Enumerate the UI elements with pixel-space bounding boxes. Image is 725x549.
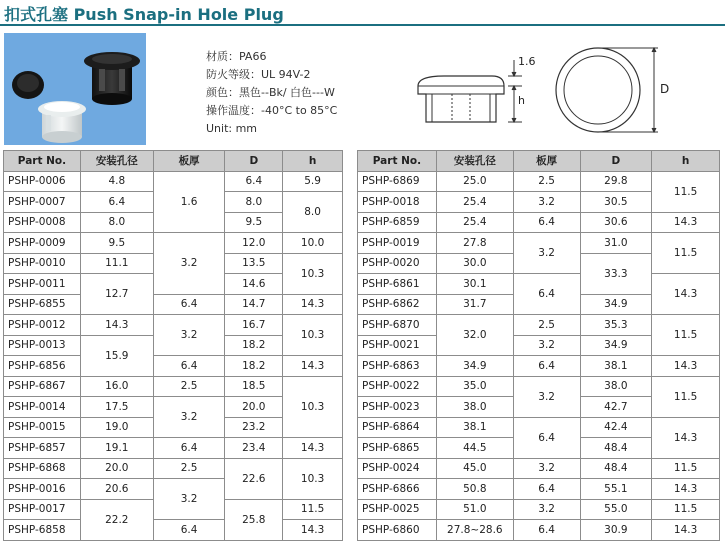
- hole-dia: 44.5: [436, 438, 513, 459]
- part-no: PSHP-0010: [4, 253, 81, 274]
- hole-dia: 34.9: [436, 356, 513, 377]
- part-no: PSHP-6856: [4, 356, 81, 377]
- panel-thickness: 3.2: [513, 499, 580, 520]
- d-value: 20.0: [225, 397, 283, 418]
- table-header-row: [4, 151, 343, 172]
- header-panel-thickness: 板厚: [153, 151, 225, 172]
- hole-dia: 19.0: [80, 417, 153, 438]
- hole-dia: 30.0: [436, 253, 513, 274]
- d-value: 18.2: [225, 356, 283, 377]
- part-no: PSHP-0019: [358, 233, 437, 254]
- part-no: PSHP-6868: [4, 458, 81, 479]
- d-value: 9.5: [225, 212, 283, 233]
- table-row: [4, 294, 343, 315]
- part-no: PSHP-0015: [4, 417, 81, 438]
- part-no: PSHP-6869: [358, 171, 437, 192]
- h-value: 11.5: [652, 315, 720, 356]
- hole-dia: 4.8: [80, 171, 153, 192]
- panel-thickness: 2.5: [513, 171, 580, 192]
- table-header-row: [358, 151, 720, 172]
- hole-dia: 8.0: [80, 212, 153, 233]
- part-no: PSHP-0006: [4, 171, 81, 192]
- dimension-label-d: D: [660, 82, 670, 96]
- hole-dia: 6.4: [80, 192, 153, 213]
- h-value: 14.3: [652, 356, 720, 377]
- table-row: [358, 417, 720, 438]
- part-no: PSHP-6858: [4, 520, 81, 541]
- part-no: PSHP-0014: [4, 397, 81, 418]
- h-value: 11.5: [652, 499, 720, 520]
- panel-thickness: 3.2: [513, 376, 580, 417]
- header-h: h: [652, 151, 720, 172]
- hole-dia: 16.0: [80, 376, 153, 397]
- hole-dia: 11.1: [80, 253, 153, 274]
- h-value: 11.5: [283, 499, 343, 520]
- h-value: 5.9: [283, 171, 343, 192]
- part-no: PSHP-6863: [358, 356, 437, 377]
- hole-dia: 51.0: [436, 499, 513, 520]
- panel-thickness: 2.5: [513, 315, 580, 336]
- h-value: 11.5: [652, 376, 720, 417]
- title-underline: [0, 24, 725, 26]
- table-row: [358, 479, 720, 500]
- part-no: PSHP-6865: [358, 438, 437, 459]
- header-part-no: Part No.: [4, 151, 81, 172]
- h-value: 14.3: [283, 356, 343, 377]
- h-value: 10.0: [283, 233, 343, 254]
- panel-thickness: 3.2: [153, 479, 225, 520]
- part-no: PSHP-0011: [4, 274, 81, 295]
- hole-dia: 14.3: [80, 315, 153, 336]
- part-no: PSHP-6864: [358, 417, 437, 438]
- d-value: 16.7: [225, 315, 283, 336]
- d-value: 12.0: [225, 233, 283, 254]
- hole-dia: 27.8~28.6: [436, 520, 513, 541]
- part-no: PSHP-6861: [358, 274, 437, 295]
- d-value: 55.1: [580, 479, 652, 500]
- panel-thickness: 3.2: [513, 458, 580, 479]
- part-no: PSHP-0016: [4, 479, 81, 500]
- d-value: 30.5: [580, 192, 652, 213]
- spec-temperature: 操作温度：-40°C to 85°C: [206, 104, 338, 117]
- part-no: PSHP-0023: [358, 397, 437, 418]
- panel-thickness: 6.4: [513, 417, 580, 458]
- part-no: PSHP-6860: [358, 520, 437, 541]
- hole-dia: 20.6: [80, 479, 153, 500]
- panel-thickness: 3.2: [153, 397, 225, 438]
- hole-dia: 25.4: [436, 212, 513, 233]
- panel-thickness: 6.4: [513, 479, 580, 500]
- hole-dia: 45.0: [436, 458, 513, 479]
- header-hole-dia: 安装孔径: [80, 151, 153, 172]
- table-row: [358, 520, 720, 541]
- h-value: 14.3: [652, 212, 720, 233]
- d-value: 6.4: [225, 171, 283, 192]
- hole-dia: 19.1: [80, 438, 153, 459]
- table-row: [358, 171, 720, 192]
- hole-dia: 20.0: [80, 458, 153, 479]
- hole-dia: 31.7: [436, 294, 513, 315]
- hole-dia: 12.7: [80, 274, 153, 315]
- panel-thickness: 2.5: [153, 458, 225, 479]
- hole-dia: 17.5: [80, 397, 153, 418]
- spec-flammability: 防火等级：UL 94V-2: [206, 68, 311, 81]
- table-row: [4, 171, 343, 192]
- panel-thickness: 6.4: [513, 520, 580, 541]
- panel-thickness: 3.2: [513, 335, 580, 356]
- table-row: [358, 274, 720, 295]
- spec-color: 颜色：黑色--Bk/ 白色---W: [206, 86, 335, 99]
- d-value: 55.0: [580, 499, 652, 520]
- table-row: [358, 376, 720, 397]
- d-value: 29.8: [580, 171, 652, 192]
- part-no: PSHP-0021: [358, 335, 437, 356]
- technical-drawing: [404, 38, 684, 148]
- table-row: [4, 233, 343, 254]
- d-value: 48.4: [580, 458, 652, 479]
- d-value: 48.4: [580, 438, 652, 459]
- h-value: 14.3: [283, 520, 343, 541]
- d-value: 38.0: [580, 376, 652, 397]
- d-value: 14.6: [225, 274, 283, 295]
- table-row: [4, 356, 343, 377]
- d-value: 23.2: [225, 417, 283, 438]
- h-value: 10.3: [283, 458, 343, 499]
- spec-material: 材质：PA66: [206, 50, 267, 63]
- table-row: [4, 520, 343, 541]
- part-no: PSHP-0018: [358, 192, 437, 213]
- part-no: PSHP-0020: [358, 253, 437, 274]
- h-value: 10.3: [283, 376, 343, 438]
- hole-dia: 35.0: [436, 376, 513, 397]
- d-value: 22.6: [225, 458, 283, 499]
- part-no: PSHP-0024: [358, 458, 437, 479]
- h-value: 11.5: [652, 171, 720, 212]
- part-no: PSHP-0012: [4, 315, 81, 336]
- hole-dia: 22.2: [80, 499, 153, 540]
- h-value: 14.3: [283, 294, 343, 315]
- hole-dia: 15.9: [80, 335, 153, 376]
- d-value: 42.7: [580, 397, 652, 418]
- h-value: 10.3: [283, 315, 343, 356]
- table-row: [4, 315, 343, 336]
- part-no: PSHP-6857: [4, 438, 81, 459]
- panel-thickness: 3.2: [513, 233, 580, 274]
- spec-unit: Unit: mm: [206, 122, 258, 135]
- parts-table-left: [3, 150, 343, 541]
- part-no: PSHP-0008: [4, 212, 81, 233]
- d-value: 13.5: [225, 253, 283, 274]
- hole-dia: 38.1: [436, 417, 513, 438]
- h-value: 11.5: [652, 233, 720, 274]
- part-no: PSHP-0017: [4, 499, 81, 520]
- part-no: PSHP-6870: [358, 315, 437, 336]
- h-value: 14.3: [652, 520, 720, 541]
- h-value: 14.3: [283, 438, 343, 459]
- table-row: [358, 233, 720, 254]
- panel-thickness: 6.4: [513, 212, 580, 233]
- part-no: PSHP-0025: [358, 499, 437, 520]
- header-h: h: [283, 151, 343, 172]
- hole-dia: 27.8: [436, 233, 513, 254]
- hole-dia: 25.0: [436, 171, 513, 192]
- page-title: 扣式孔塞 Push Snap-in Hole Plug: [4, 5, 284, 24]
- panel-thickness: 3.2: [153, 315, 225, 356]
- d-value: 34.9: [580, 294, 652, 315]
- dimension-label-h: h: [518, 94, 525, 107]
- d-value: 18.5: [225, 376, 283, 397]
- part-no: PSHP-6867: [4, 376, 81, 397]
- header-part-no: Part No.: [358, 151, 437, 172]
- product-photo: [4, 33, 146, 145]
- part-no: PSHP-6859: [358, 212, 437, 233]
- panel-thickness: 6.4: [153, 520, 225, 541]
- h-value: 11.5: [652, 458, 720, 479]
- d-value: 42.4: [580, 417, 652, 438]
- spec-list: [206, 48, 337, 138]
- table-row: [358, 356, 720, 377]
- panel-thickness: 3.2: [513, 192, 580, 213]
- d-value: 25.8: [225, 499, 283, 540]
- parts-table-right: [357, 150, 720, 541]
- d-value: 23.4: [225, 438, 283, 459]
- d-value: 35.3: [580, 315, 652, 336]
- d-value: 38.1: [580, 356, 652, 377]
- panel-thickness: 2.5: [153, 376, 225, 397]
- table-row: [4, 376, 343, 397]
- h-value: 10.3: [283, 253, 343, 294]
- header-panel-thickness: 板厚: [513, 151, 580, 172]
- panel-thickness: 1.6: [153, 171, 225, 233]
- part-no: PSHP-0009: [4, 233, 81, 254]
- d-value: 30.9: [580, 520, 652, 541]
- d-value: 14.7: [225, 294, 283, 315]
- dimension-label-top: 1.6: [518, 55, 536, 68]
- d-value: 18.2: [225, 335, 283, 356]
- d-value: 30.6: [580, 212, 652, 233]
- d-value: 8.0: [225, 192, 283, 213]
- d-value: 31.0: [580, 233, 652, 254]
- h-value: 8.0: [283, 192, 343, 233]
- table-row: [358, 315, 720, 336]
- hole-dia: 38.0: [436, 397, 513, 418]
- panel-thickness: 6.4: [153, 356, 225, 377]
- part-no: PSHP-6862: [358, 294, 437, 315]
- table-row: [358, 499, 720, 520]
- panel-thickness: 6.4: [513, 274, 580, 315]
- hole-dia: 50.8: [436, 479, 513, 500]
- d-value: 34.9: [580, 335, 652, 356]
- header-hole-dia: 安装孔径: [436, 151, 513, 172]
- hole-dia: 9.5: [80, 233, 153, 254]
- part-no: PSHP-0013: [4, 335, 81, 356]
- table-row: [358, 212, 720, 233]
- panel-thickness: 6.4: [153, 294, 225, 315]
- h-value: 14.3: [652, 274, 720, 315]
- hole-dia: 25.4: [436, 192, 513, 213]
- header-d: D: [225, 151, 283, 172]
- header-d: D: [580, 151, 652, 172]
- h-value: 14.3: [652, 479, 720, 500]
- part-no: PSHP-0022: [358, 376, 437, 397]
- d-value: 33.3: [580, 253, 652, 294]
- panel-thickness: 3.2: [153, 233, 225, 295]
- hole-dia: 32.0: [436, 315, 513, 356]
- panel-thickness: 6.4: [153, 438, 225, 459]
- table-row: [4, 458, 343, 479]
- hole-dia: 30.1: [436, 274, 513, 295]
- part-no: PSHP-6866: [358, 479, 437, 500]
- h-value: 14.3: [652, 417, 720, 458]
- panel-thickness: 6.4: [513, 356, 580, 377]
- table-row: [4, 438, 343, 459]
- part-no: PSHP-0007: [4, 192, 81, 213]
- table-row: [358, 458, 720, 479]
- part-no: PSHP-6855: [4, 294, 81, 315]
